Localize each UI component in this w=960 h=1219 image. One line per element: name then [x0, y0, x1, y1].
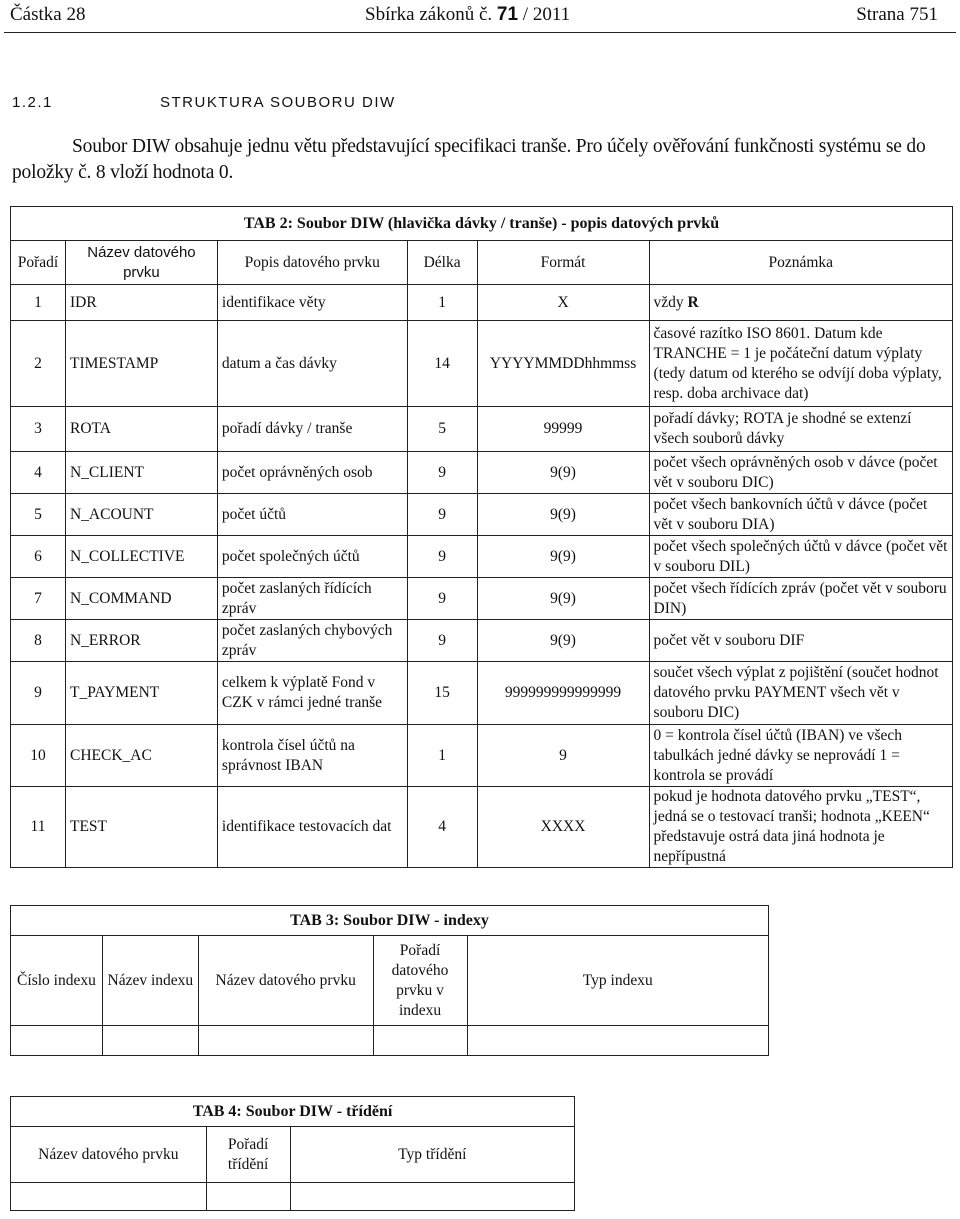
- table-row: [11, 620, 953, 662]
- cell-desc: celkem k výplatě Fond v CZK v rámci jedné tranše: [217, 662, 407, 725]
- cell-format: 9(9): [477, 452, 649, 494]
- cell-format: X: [477, 285, 649, 321]
- cell-order: 11: [11, 787, 66, 868]
- cell-format: 9(9): [477, 494, 649, 536]
- table-row: [11, 578, 953, 620]
- table-row: [11, 787, 953, 868]
- cell-name: N_ACOUNT: [65, 494, 217, 536]
- cell-name: CHECK_AC: [65, 725, 217, 787]
- section-title: STRUKTURA SOUBORU DIW: [160, 94, 396, 111]
- cell-desc: pořadí dávky / tranše: [217, 407, 407, 452]
- col-header: Délka: [407, 241, 477, 285]
- col-header: Poznámka: [649, 241, 952, 285]
- header-part: Částka 28: [10, 4, 86, 25]
- cell-order: 1: [11, 285, 66, 321]
- table-row: [11, 494, 953, 536]
- col-header: Pořadí: [11, 241, 66, 285]
- header-page: Strana 751: [856, 4, 938, 25]
- cell-length: 1: [407, 725, 477, 787]
- col-header: Pořadí třídění: [206, 1127, 290, 1183]
- cell-note: [649, 285, 952, 321]
- cell-note: počet všech oprávněných osob v dávce (počet vět v souboru DIC): [649, 452, 952, 494]
- header-divider: [4, 32, 956, 33]
- cell-note: počet vět v souboru DIF: [649, 620, 952, 662]
- cell-desc: identifikace věty: [217, 285, 407, 321]
- header-collection-prefix: Sbírka zákonů č.: [365, 4, 493, 25]
- tab4-table: [10, 1096, 575, 1211]
- cell-order: 7: [11, 578, 66, 620]
- cell-length: 5: [407, 407, 477, 452]
- cell-desc: identifikace testovacích dat: [217, 787, 407, 868]
- cell-desc: datum a čas dávky: [217, 321, 407, 407]
- section-heading: [12, 94, 396, 111]
- header-collection-number: 71: [496, 4, 519, 25]
- cell-length: 9: [407, 494, 477, 536]
- empty-cell: [373, 1026, 467, 1056]
- cell-length: 9: [407, 578, 477, 620]
- col-header: Název datového prvku: [198, 936, 373, 1026]
- cell-order: 5: [11, 494, 66, 536]
- empty-cell: [11, 1183, 207, 1211]
- cell-length: 14: [407, 321, 477, 407]
- cell-name: IDR: [65, 285, 217, 321]
- table-row: [11, 1183, 575, 1211]
- cell-desc: počet zaslaných chybových zpráv: [217, 620, 407, 662]
- cell-desc: počet účtů: [217, 494, 407, 536]
- cell-order: 3: [11, 407, 66, 452]
- table-row: [11, 662, 953, 725]
- table-row: [11, 407, 953, 452]
- cell-desc: kontrola čísel účtů na správnost IBAN: [217, 725, 407, 787]
- cell-format: 9: [477, 725, 649, 787]
- tab2-header-row: [11, 241, 953, 285]
- cell-note: pořadí dávky; ROTA je shodné se extenzí všech souborů dávky: [649, 407, 952, 452]
- cell-name: TIMESTAMP: [65, 321, 217, 407]
- tab4-caption: TAB 4: Soubor DIW - třídění: [11, 1097, 575, 1127]
- cell-order: 9: [11, 662, 66, 725]
- cell-name: ROTA: [65, 407, 217, 452]
- col-header: Popis datového prvku: [217, 241, 407, 285]
- tab2-table: [10, 206, 953, 868]
- header-collection-suffix: / 2011: [522, 4, 571, 25]
- cell-name: N_ERROR: [65, 620, 217, 662]
- cell-format: 9(9): [477, 536, 649, 578]
- table-row: [11, 321, 953, 407]
- tab3-table: [10, 905, 769, 1056]
- cell-format: 999999999999999: [477, 662, 649, 725]
- cell-name: N_COMMAND: [65, 578, 217, 620]
- tab3-caption: TAB 3: Soubor DIW - indexy: [11, 906, 769, 936]
- note-bold: R: [687, 293, 699, 311]
- cell-name: N_CLIENT: [65, 452, 217, 494]
- cell-length: 15: [407, 662, 477, 725]
- cell-name: TEST: [65, 787, 217, 868]
- cell-desc: počet oprávněných osob: [217, 452, 407, 494]
- cell-note: počet všech řídících zpráv (počet vět v souboru DIN): [649, 578, 952, 620]
- table-row: [11, 536, 953, 578]
- cell-length: 9: [407, 536, 477, 578]
- cell-format: YYYYMMDDhhmmss: [477, 321, 649, 407]
- table-row: [11, 452, 953, 494]
- cell-format: 9(9): [477, 620, 649, 662]
- section-number: 1.2.1: [12, 94, 53, 111]
- tab3-header-row: [11, 936, 769, 1026]
- cell-note: časové razítko ISO 8601. Datum kde TRANCHE = 1 je počáteční datum výplaty (tedy datum od kterého se odvíjí doba výplaty, resp. doba archivace dat): [649, 321, 952, 407]
- cell-format: XXXX: [477, 787, 649, 868]
- table-row: [11, 1026, 769, 1056]
- empty-cell: [290, 1183, 574, 1211]
- cell-order: 4: [11, 452, 66, 494]
- empty-cell: [198, 1026, 373, 1056]
- cell-name: N_COLLECTIVE: [65, 536, 217, 578]
- cell-note: počet všech bankovních účtů v dávce (počet vět v souboru DIA): [649, 494, 952, 536]
- col-header: Pořadí datového prvku v indexu: [373, 936, 467, 1026]
- col-header: Název indexu: [102, 936, 198, 1026]
- cell-note: 0 = kontrola čísel účtů (IBAN) ve všech tabulkách jedné dávky se neprovádí 1 = kontrola se provádí: [649, 725, 952, 787]
- table-row: [11, 285, 953, 321]
- empty-cell: [11, 1026, 103, 1056]
- cell-name: T_PAYMENT: [65, 662, 217, 725]
- cell-order: 10: [11, 725, 66, 787]
- cell-note: součet všech výplat z pojištění (součet hodnot datového prvku PAYMENT všech vět v souboru DIC): [649, 662, 952, 725]
- col-header: Číslo indexu: [11, 936, 103, 1026]
- cell-order: 2: [11, 321, 66, 407]
- empty-cell: [102, 1026, 198, 1056]
- tab4-header-row: [11, 1127, 575, 1183]
- cell-format: 9(9): [477, 578, 649, 620]
- table-row: [11, 725, 953, 787]
- cell-note: počet všech společných účtů v dávce (počet vět v souboru DIL): [649, 536, 952, 578]
- cell-note: pokud je hodnota datového prvku „TEST“, jedná se o testovací tranši; hodnota „KEEN“ představuje ostrá data jiná hodnota je nepřípustná: [649, 787, 952, 868]
- note-text: vždy: [653, 293, 684, 311]
- col-header: Formát: [477, 241, 649, 285]
- col-header: Název datového prvku: [11, 1127, 207, 1183]
- tab2-caption: TAB 2: Soubor DIW (hlavička dávky / tranše) - popis datových prvků: [11, 207, 953, 241]
- cell-desc: počet zaslaných řídících zpráv: [217, 578, 407, 620]
- cell-format: 99999: [477, 407, 649, 452]
- cell-length: 9: [407, 620, 477, 662]
- cell-length: 9: [407, 452, 477, 494]
- col-header: Typ indexu: [467, 936, 769, 1026]
- header-collection: [365, 4, 570, 26]
- empty-cell: [467, 1026, 769, 1056]
- cell-order: 6: [11, 536, 66, 578]
- cell-desc: počet společných účtů: [217, 536, 407, 578]
- col-header: Název datového prvku: [65, 241, 217, 285]
- intro-paragraph: Soubor DIW obsahuje jednu větu představující specifikaci tranše. Pro účely ověřování funkčnosti systému se do položky č. 8 vloží hodnota 0.: [12, 136, 926, 183]
- cell-length: 1: [407, 285, 477, 321]
- col-header: Typ třídění: [290, 1127, 574, 1183]
- cell-length: 4: [407, 787, 477, 868]
- cell-order: 8: [11, 620, 66, 662]
- page-header: [10, 4, 938, 32]
- empty-cell: [206, 1183, 290, 1211]
